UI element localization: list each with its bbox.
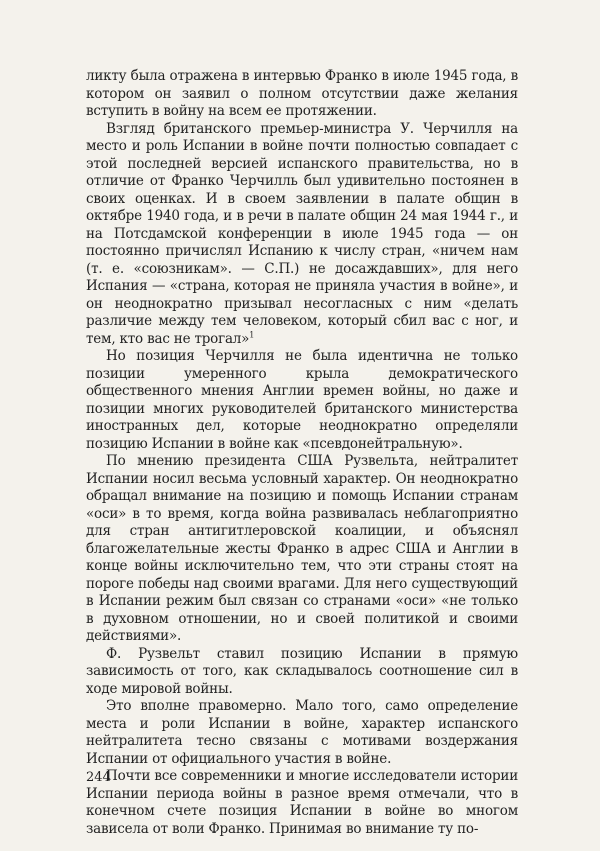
page-number: 244	[86, 770, 111, 785]
paragraph-2: Взгляд британского премьер-министра У. Черчилля на место и роль Испании в войне почти полностью совпадает с этой последней версией испанского правительства, но в отличие от Франко Черчилль был удивительно постоянен в своих оценках. И в своем заявлении в палате общин в октябре 1940 года, и в речи в палате общин 24 мая 1944 г., и на Потсдамской конференции в июле 1945 года — он постоянно причислял Испанию к числу стран, «ничем нам (т. е. «союзникам». — С.П.) не досаждавших», для него Испания — «страна, которая не приняла участия в войне», и он неоднократно призывал несогласных с ним «делать различие между тем человеком, который сбил вас с ног, и тем, кто вас не трогал»$^1$	[86, 120, 518, 347]
paragraph-4: По мнению президента США Рузвельта, нейтралитет Испании носил весьма условный характер. Он неоднократно обращал внимание на позицию и помощь Испании странам «оси» в то время, когда война развивалась неблагоприятно для стран антигитлеровской коалиции, и объяснял благожелательные жесты Франко в адрес США и Англии в конце войны исключительно тем, что эти страны стоят на пороге победы над своими врагами. Для него существующий в Испании режим был связан со странами «оси» «не только в духовном отношении, но и своей политикой и своими действиями».	[86, 453, 518, 644]
paragraph-3: Но позиция Черчилля не была идентична не только позиции умеренного крыла демократического общественного мнения Англии времен войны, но даже и позиции многих руководителей британского министерства иностранных дел, которые неоднократно определяли позицию Испании в войне как «псевдонейтральную».	[86, 348, 518, 452]
page-body	[86, 68, 518, 838]
paragraph-7: Почти все современники и многие исследователи истории Испании периода войны в разное время отмечали, что в конечном счете позиция Испании в войне во многом зависела от воли Франко. Принимая во внимание ту по-	[86, 768, 518, 837]
paragraph-5: Ф. Рузвельт ставил позицию Испании в прямую зависимость от того, как складывалось соотношение сил в ходе мировой войны.	[86, 645, 518, 697]
paragraph-6: Это вполне правомерно. Мало того, само определение места и роли Испании в войне, характер испанского нейтралитета тесно связаны с мотивами воздержания Испании от официального участия в войне.	[86, 698, 518, 767]
footnote-marker: 1	[249, 330, 255, 339]
paragraph-1: ликту была отражена в интервью Франко в июле 1945 года, в котором он заявил о полном отсутствии даже желания вступить в войну на всем ее протяжении.	[86, 68, 518, 119]
